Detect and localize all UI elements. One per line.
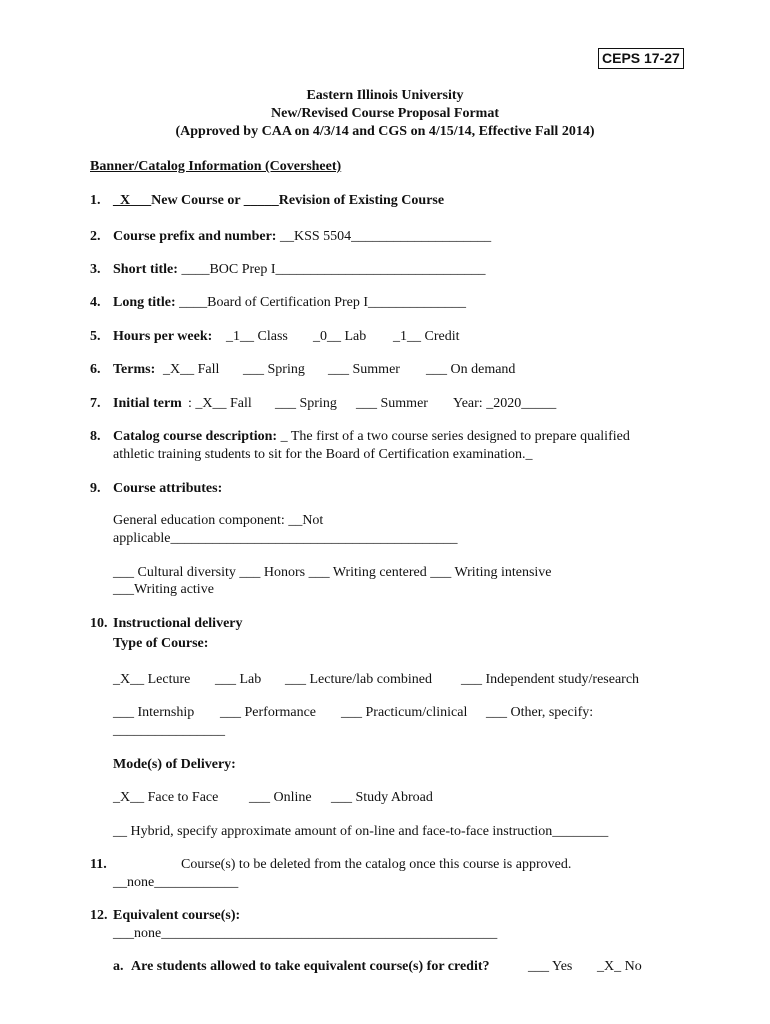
item-number: 5. — [90, 329, 101, 344]
attributes-line-2: ___Writing active — [113, 582, 214, 597]
type-practicum: ___ Practicum/clinical — [341, 705, 468, 720]
item-number: 2. — [90, 229, 101, 244]
item-8-description-line-1 — [113, 428, 630, 446]
field-label: Terms: — [113, 362, 156, 377]
equivalent-credit-question: Are students allowed to take equivalent course(s) for credit? — [131, 959, 490, 974]
type-of-course-label: Type of Course: — [113, 636, 209, 651]
description-text: _ The first of a two course series designed to prepare qualified — [277, 429, 630, 444]
deleted-courses-text: Course(s) to be deleted from the catalog once this course is approved. — [181, 857, 572, 872]
item-2-course-prefix — [113, 228, 491, 246]
initial-term-summer: ___ Summer — [356, 396, 428, 411]
type-lab: ___ Lab — [215, 672, 262, 687]
gen-ed-line-2: applicable_________________________________________ — [113, 531, 458, 546]
deleted-courses-value: __none____________ — [113, 875, 239, 890]
document-id-box: CEPS 17-27 — [598, 48, 684, 69]
description-text-line-2: athletic training students to sit for the Board of Certification examination._ — [113, 447, 533, 462]
term-fall: _X__ Fall — [163, 362, 220, 377]
item-number: 11. — [90, 857, 107, 872]
item-number: 8. — [90, 429, 101, 444]
field-label: Initial term — [113, 396, 182, 411]
field-label: Catalog course description: — [113, 429, 278, 444]
mode-face-to-face: _X__ Face to Face — [113, 790, 219, 805]
field-label: Instructional delivery — [113, 616, 243, 631]
field-value: ____BOC Prep I______________________________ — [181, 262, 486, 277]
item-number: 1. — [90, 193, 101, 208]
equivalent-credit-no: _X_ No — [597, 959, 642, 974]
item-1-course-type — [113, 192, 444, 210]
item-4-long-title — [113, 294, 466, 312]
type-performance: ___ Performance — [220, 705, 317, 720]
attributes-line-1: ___ Cultural diversity ___ Honors ___ Writing centered ___ Writing intensive — [113, 565, 552, 580]
field-label: Long title: — [113, 295, 176, 310]
term-spring: ___ Spring — [243, 362, 305, 377]
type-lecture: _X__ Lecture — [113, 672, 191, 687]
term-on-demand: ___ On demand — [426, 362, 516, 377]
hours-lab: _0__ Lab — [313, 329, 367, 344]
field-value: __KSS 5504____________________ — [279, 229, 492, 244]
course-type-text: ___New Course or _____Revision of Existing Course — [130, 193, 445, 208]
item-number: 3. — [90, 262, 101, 277]
equivalent-courses-value: ___none________________________________________________ — [113, 926, 498, 941]
initial-term-year: Year: _2020_____ — [453, 396, 557, 411]
item-number: 6. — [90, 362, 101, 377]
subitem-letter: a. — [113, 959, 124, 974]
field-label: Hours per week: — [113, 329, 213, 344]
type-lecture-lab: ___ Lecture/lab combined — [285, 672, 432, 687]
type-independent-study: ___ Independent study/research — [461, 672, 640, 687]
initial-term-spring: ___ Spring — [275, 396, 337, 411]
type-other: ___ Other, specify: — [486, 705, 594, 720]
hours-credit: _1__ Credit — [393, 329, 460, 344]
gen-ed-line-1: General education component: __Not — [113, 513, 324, 528]
item-number: 12. — [90, 908, 108, 923]
term-summer: ___ Summer — [328, 362, 400, 377]
university-title: Eastern Illinois University — [306, 88, 464, 103]
item-number: 9. — [90, 481, 101, 496]
mode-of-delivery-label: Mode(s) of Delivery: — [113, 757, 236, 772]
item-3-short-title — [113, 261, 486, 279]
format-title: New/Revised Course Proposal Format — [271, 106, 499, 121]
hours-class: _1__ Class — [226, 329, 288, 344]
mode-study-abroad: ___ Study Abroad — [331, 790, 433, 805]
mode-hybrid: __ Hybrid, specify approximate amount of on-line and face-to-face instruction________ — [113, 824, 609, 839]
item-number: 4. — [90, 295, 101, 310]
new-course-mark: _X — [113, 193, 131, 208]
mode-online: ___ Online — [249, 790, 312, 805]
type-other-line: ________________ — [113, 723, 225, 738]
item-number: 7. — [90, 396, 101, 411]
initial-term-fall: : _X__ Fall — [188, 396, 252, 411]
equivalent-credit-yes: ___ Yes — [528, 959, 573, 974]
type-internship: ___ Internship — [113, 705, 195, 720]
item-number: 10. — [90, 616, 108, 631]
field-label: Equivalent course(s): — [113, 908, 241, 923]
field-label: Course attributes: — [113, 481, 223, 496]
approval-note: (Approved by CAA on 4/3/14 and CGS on 4/15/14, Effective Fall 2014) — [175, 124, 595, 139]
field-label: Course prefix and number: — [113, 229, 277, 244]
field-value: ____Board of Certification Prep I______________ — [179, 295, 467, 310]
section-title: Banner/Catalog Information (Coversheet) — [90, 159, 342, 174]
field-label: Short title: — [113, 262, 178, 277]
